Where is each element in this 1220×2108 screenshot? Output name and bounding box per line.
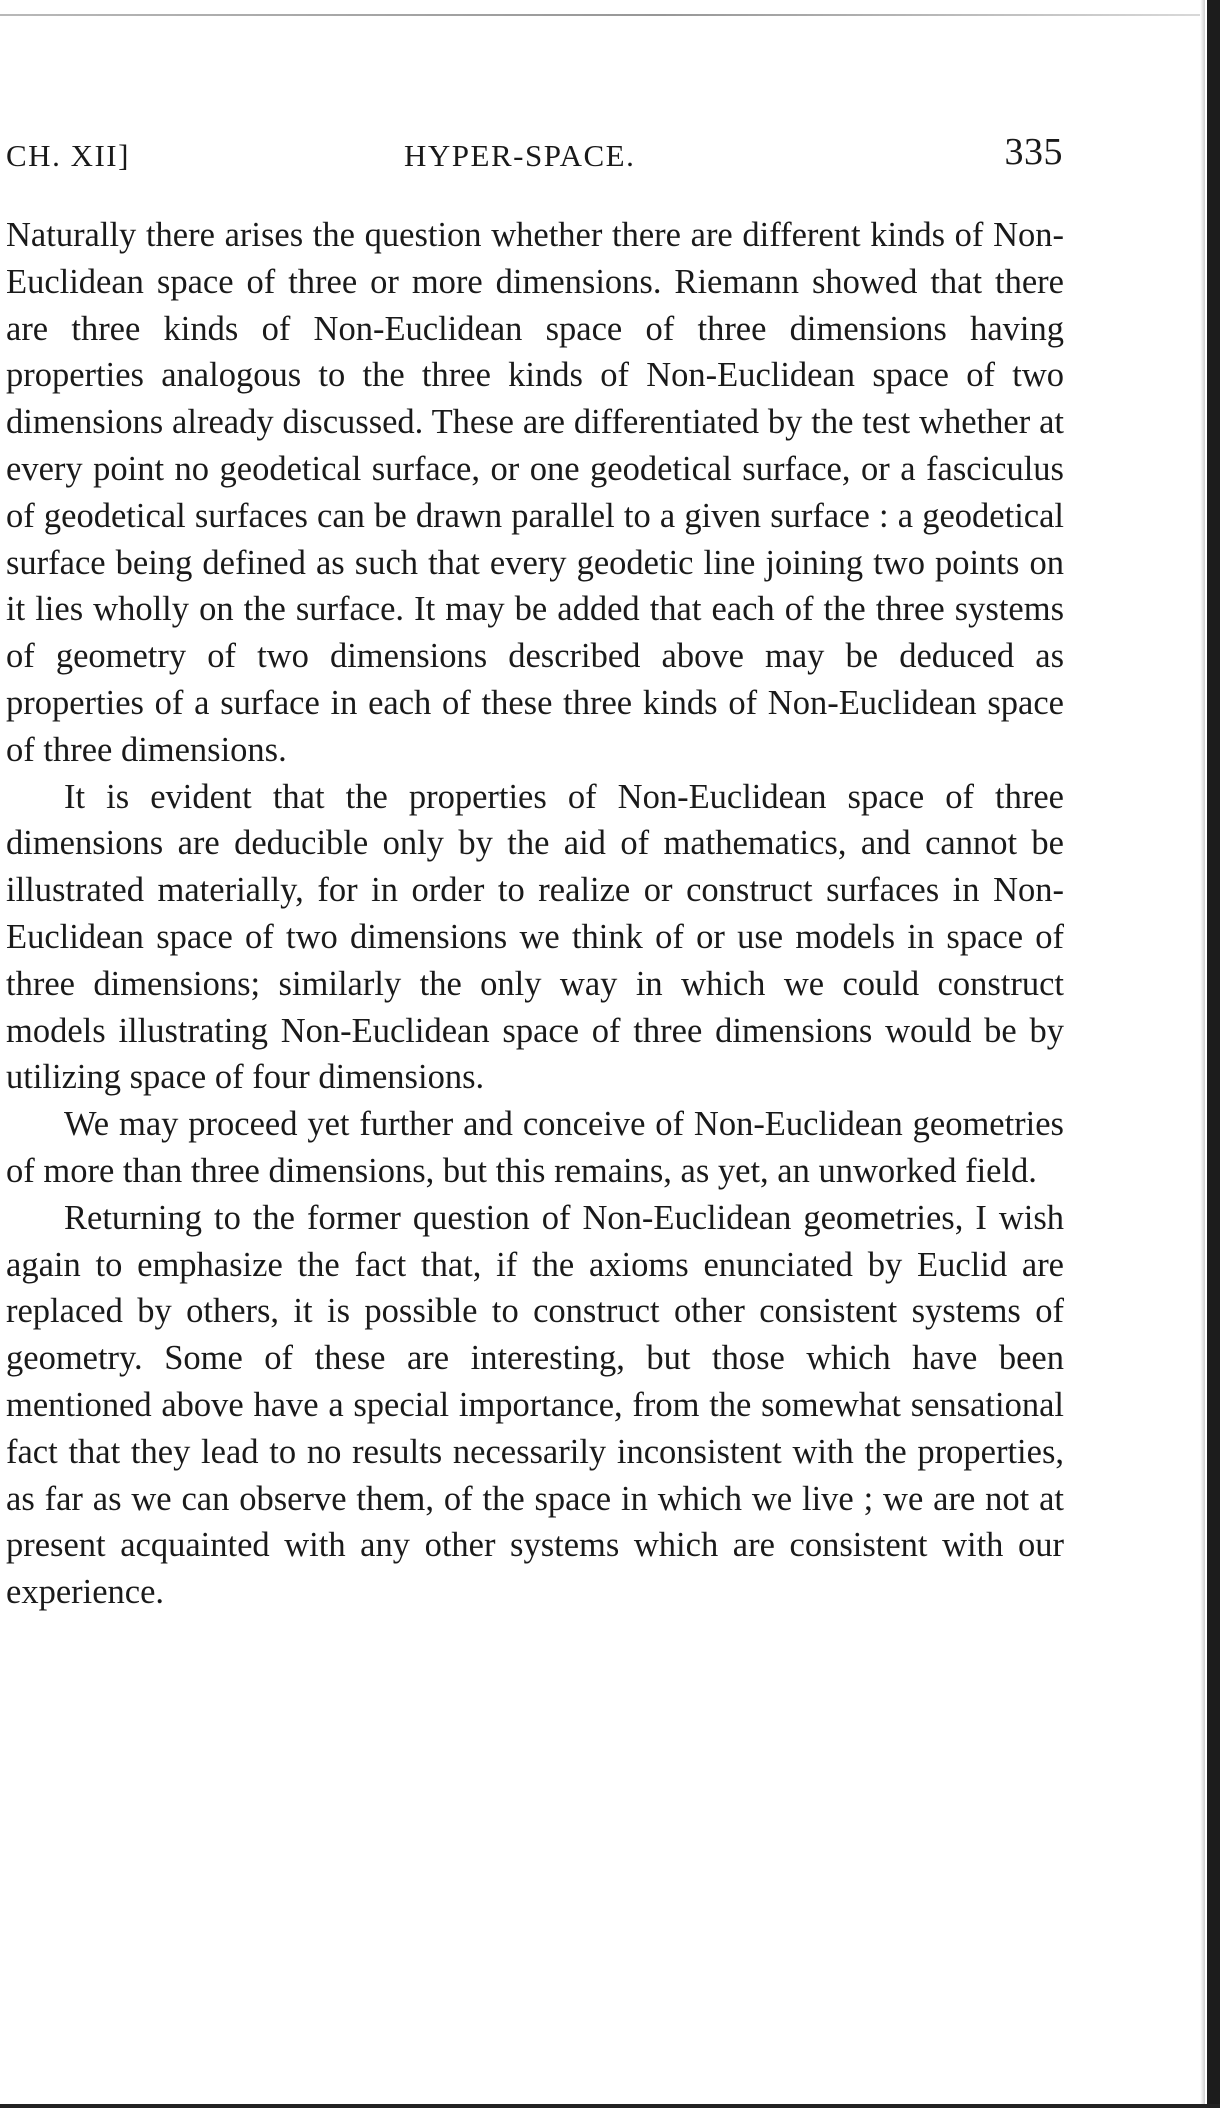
running-title: HYPER-SPACE.	[404, 138, 636, 173]
scan-top-rule	[0, 14, 1200, 16]
chapter-label: CH. XII]	[6, 138, 130, 173]
scan-bottom-rule	[0, 2104, 1220, 2108]
paragraph-4: Returning to the former question of Non-Euclidean geometries, I wish again to emphasize the fact that, if the axioms enunciated by Euclid are replaced by others, it is possible to construct other consistent systems of geometry. Some of these are interesting, but those which have been mentioned above have a special importance, from the somewhat sensational fact that they lead to no results necessarily inconsistent with the properties, as far as we can observe them, of the space in which we live ; we are not at present acquainted with any other systems which are consistent with our experience.	[6, 1198, 1064, 1612]
paragraph-1: Naturally there arises the question whether there are different kinds of Non-Euclidean space of three or more dimensions. Riemann showed that there are three kinds of Non-Euclidean space of three dimensions having properties analogous to the three kinds of Non-Euclidean space of two dimensions already discussed. These are differentiated by the test whether at every point no geodetical surface, or one geodetical surface, or a fasciculus of geodetical surfaces can be drawn parallel to a given surface : a geodetical surface being defined as such that every geodetic line joining two points on it lies wholly on the surface. It may be added that each of the three systems of geometry of two dimensions described above may be deduced as properties of a surface in each of these three kinds of Non-Euclidean space of three dimensions.	[6, 216, 1064, 769]
scan-page-shadow	[1200, 0, 1205, 2108]
paragraph-2: It is evident that the properties of Non-Euclidean space of three dimensions are deducible only by the aid of mathematics, and cannot be illustrated materially, for in order to realize or construct surfaces in Non-Euclidean space of two dimensions we think of or use models in space of three dimensions; similarly the only way in which we could construct models illustrating Non-Euclidean space of three dimensions would be by utilizing space of four dimensions.	[6, 777, 1064, 1097]
body-text	[6, 212, 1064, 1616]
paragraph-3: We may proceed yet further and conceive of Non-Euclidean geometries of more than three dimensions, but this remains, as yet, an unworked field.	[6, 1105, 1064, 1190]
scan-right-edge	[1207, 0, 1220, 2108]
page-number: 335	[1004, 131, 1063, 173]
running-header	[6, 130, 1066, 180]
